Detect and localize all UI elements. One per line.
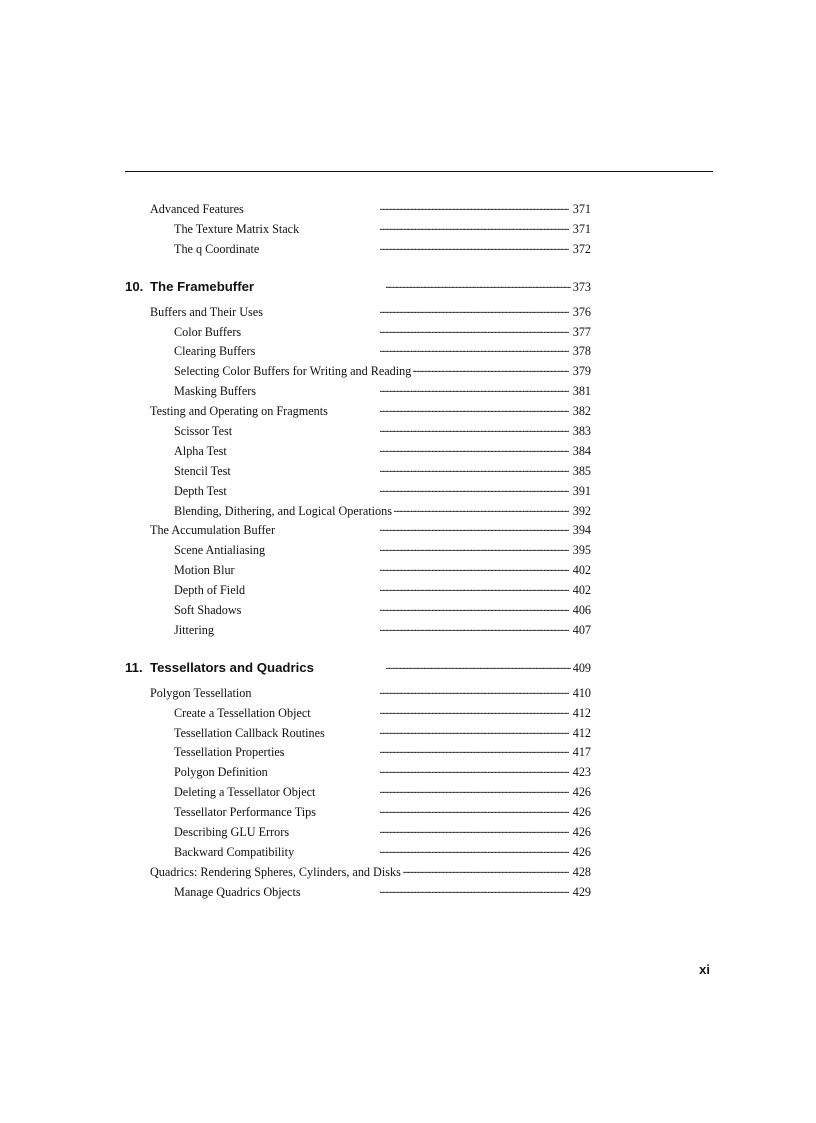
dot-leader	[291, 824, 569, 836]
toc-subsection-entry	[125, 763, 591, 783]
entry-title: Scissor Test	[174, 424, 233, 439]
toc-section-entry	[125, 684, 591, 704]
entry-page-number: 412	[572, 705, 591, 720]
toc-subsection-entry	[125, 502, 591, 522]
toc-chapter-block	[125, 276, 591, 641]
entry-title: Depth Test	[174, 483, 227, 498]
toc-subsection-entry	[125, 342, 591, 362]
dot-leader	[258, 383, 569, 395]
entry-page-number: 412	[572, 725, 591, 740]
entry-page-number: 407	[572, 622, 591, 637]
entry-page-number: 395	[572, 543, 591, 558]
entry-page-number: 384	[572, 443, 591, 458]
dot-leader	[403, 864, 569, 876]
entry-page-number: 383	[572, 424, 591, 439]
dot-leader	[216, 622, 569, 634]
entry-title: The Texture Matrix Stack	[174, 221, 300, 236]
dot-leader	[257, 343, 569, 355]
entry-title: Describing GLU Errors	[174, 825, 290, 840]
dot-leader	[301, 221, 569, 233]
toc-subsection-entry	[125, 621, 591, 641]
entry-title: Testing and Operating on Fragments	[150, 404, 328, 419]
entry-title: Color Buffers	[174, 324, 242, 339]
entry-title: The Accumulation Buffer	[150, 523, 275, 538]
dot-leader	[287, 744, 569, 756]
dot-leader	[270, 764, 569, 776]
entry-title: Tessellation Properties	[174, 745, 285, 760]
toc-subsection-entry	[125, 601, 591, 621]
header-rule	[125, 171, 713, 172]
dot-leader	[261, 241, 569, 253]
chapter-heading	[125, 276, 254, 298]
entry-page-number: 402	[572, 563, 591, 578]
entry-page-number: 428	[572, 864, 591, 879]
toc-chapter-block	[125, 657, 591, 903]
entry-page-number: 381	[572, 384, 591, 399]
toc-subsection-entry	[125, 323, 591, 343]
entry-title: Stencil Test	[174, 463, 231, 478]
toc-subsection-entry	[125, 382, 591, 402]
entry-page-number: 423	[572, 765, 591, 780]
toc-subsection-entry	[125, 704, 591, 724]
entry-page-number: 371	[572, 202, 591, 216]
entry-title: Scene Antialiasing	[174, 543, 266, 558]
entry-page-number: 429	[572, 884, 591, 899]
entry-page-number: 426	[572, 825, 591, 840]
chapter-page-number: 373	[572, 279, 591, 294]
entry-page-number: 378	[572, 344, 591, 359]
dot-leader	[313, 705, 569, 717]
entry-title: Tessellator Performance Tips	[174, 805, 316, 820]
entry-page-number: 372	[572, 241, 591, 256]
toc-subsection-entry	[125, 843, 591, 863]
toc-subsection-entry	[125, 541, 591, 561]
chapter-title: Tessellators and Quadrics	[150, 659, 314, 675]
toc-subsection-entry	[125, 743, 591, 763]
dot-leader	[229, 443, 569, 455]
entry-page-number: 385	[572, 463, 591, 478]
dot-leader	[277, 522, 569, 534]
dot-leader	[413, 363, 569, 375]
toc-subsection-entry	[125, 220, 591, 240]
dot-leader	[233, 463, 569, 475]
dot-leader	[229, 483, 569, 495]
toc-subsection-entry	[125, 561, 591, 581]
toc-section-entry	[125, 521, 591, 541]
entry-title: Tessellation Callback Routines	[174, 725, 325, 740]
toc-subsection-entry	[125, 442, 591, 462]
entry-page-number: 426	[572, 805, 591, 820]
entry-title: Quadrics: Rendering Spheres, Cylinders, and Disks	[150, 864, 401, 879]
toc-section-entry	[125, 200, 591, 220]
entry-title: Masking Buffers	[174, 384, 257, 399]
toc-subsection-entry	[125, 362, 591, 382]
toc-subsection-entry	[125, 883, 591, 903]
entry-page-number: 376	[572, 304, 591, 319]
chapter-page-number: 409	[572, 660, 591, 675]
dot-leader	[256, 279, 571, 291]
dot-leader	[246, 201, 569, 213]
entry-title: Selecting Color Buffers for Writing and Reading	[174, 364, 412, 379]
toc-subsection-entry	[125, 803, 591, 823]
entry-title: The q Coordinate	[174, 241, 260, 256]
chapter-number: 11.	[125, 659, 143, 675]
toc-section-entry	[125, 863, 591, 883]
entry-title: Buffers and Their Uses	[150, 304, 263, 319]
entry-page-number: 377	[572, 324, 591, 339]
entry-page-number: 394	[572, 523, 591, 538]
entry-page-number: 426	[572, 785, 591, 800]
chapter-heading	[125, 657, 314, 679]
entry-page-number: 402	[572, 583, 591, 598]
toc-chapters	[125, 276, 591, 903]
entry-page-number: 410	[572, 685, 591, 700]
dot-leader	[318, 804, 569, 816]
entry-title: Motion Blur	[174, 563, 235, 578]
dot-leader	[254, 685, 570, 697]
toc-chapter-entry	[125, 657, 591, 679]
entry-page-number: 391	[572, 483, 591, 498]
table-of-contents	[125, 200, 591, 903]
entry-title: Manage Quadrics Objects	[174, 884, 301, 899]
toc-subsection-entry	[125, 482, 591, 502]
dot-leader	[234, 423, 569, 435]
entry-page-number: 426	[572, 844, 591, 859]
toc-subsection-entry	[125, 823, 591, 843]
toc-subsection-entry	[125, 240, 591, 260]
dot-leader	[296, 844, 569, 856]
chapter-number: 10.	[125, 278, 144, 294]
dot-leader	[267, 542, 569, 554]
entry-title: Jittering	[174, 622, 214, 637]
entry-title: Alpha Test	[174, 443, 227, 458]
toc-subsection-entry	[125, 724, 591, 744]
toc-continued-entries	[125, 200, 591, 260]
dot-leader	[316, 660, 571, 672]
entry-page-number: 417	[572, 745, 591, 760]
toc-section-entry	[125, 402, 591, 422]
page-number: xi	[699, 962, 710, 977]
dot-leader	[247, 582, 569, 594]
dot-leader	[394, 503, 569, 515]
entry-title: Soft Shadows	[174, 603, 242, 618]
entry-page-number: 406	[572, 603, 591, 618]
entry-title: Create a Tessellation Object	[174, 705, 311, 720]
dot-leader	[243, 324, 569, 336]
dot-leader	[265, 304, 569, 316]
toc-chapter-entry	[125, 276, 591, 298]
toc-subsection-entry	[125, 422, 591, 442]
entry-title: Depth of Field	[174, 583, 246, 598]
entry-title: Polygon Definition	[174, 765, 268, 780]
entry-page-number: 382	[572, 404, 591, 419]
chapter-title: The Framebuffer	[150, 278, 255, 294]
entry-page-number: 392	[572, 503, 591, 518]
entry-title: Blending, Dithering, and Logical Operations	[174, 503, 392, 518]
dot-leader	[327, 725, 569, 737]
dot-leader	[243, 602, 569, 614]
entry-title: Advanced Features	[150, 202, 244, 216]
toc-subsection-entry	[125, 581, 591, 601]
toc-section-entry	[125, 303, 591, 323]
dot-leader	[317, 784, 569, 796]
entry-title: Clearing Buffers	[174, 344, 256, 359]
entry-title: Polygon Tessellation	[150, 685, 252, 700]
dot-leader	[237, 562, 569, 574]
entry-page-number: 379	[572, 364, 591, 379]
entry-title: Deleting a Tessellator Object	[174, 785, 316, 800]
entry-page-number: 371	[572, 221, 591, 236]
dot-leader	[330, 403, 569, 415]
dot-leader	[303, 884, 569, 896]
toc-subsection-entry	[125, 783, 591, 803]
entry-title: Backward Compatibility	[174, 844, 295, 859]
toc-subsection-entry	[125, 462, 591, 482]
